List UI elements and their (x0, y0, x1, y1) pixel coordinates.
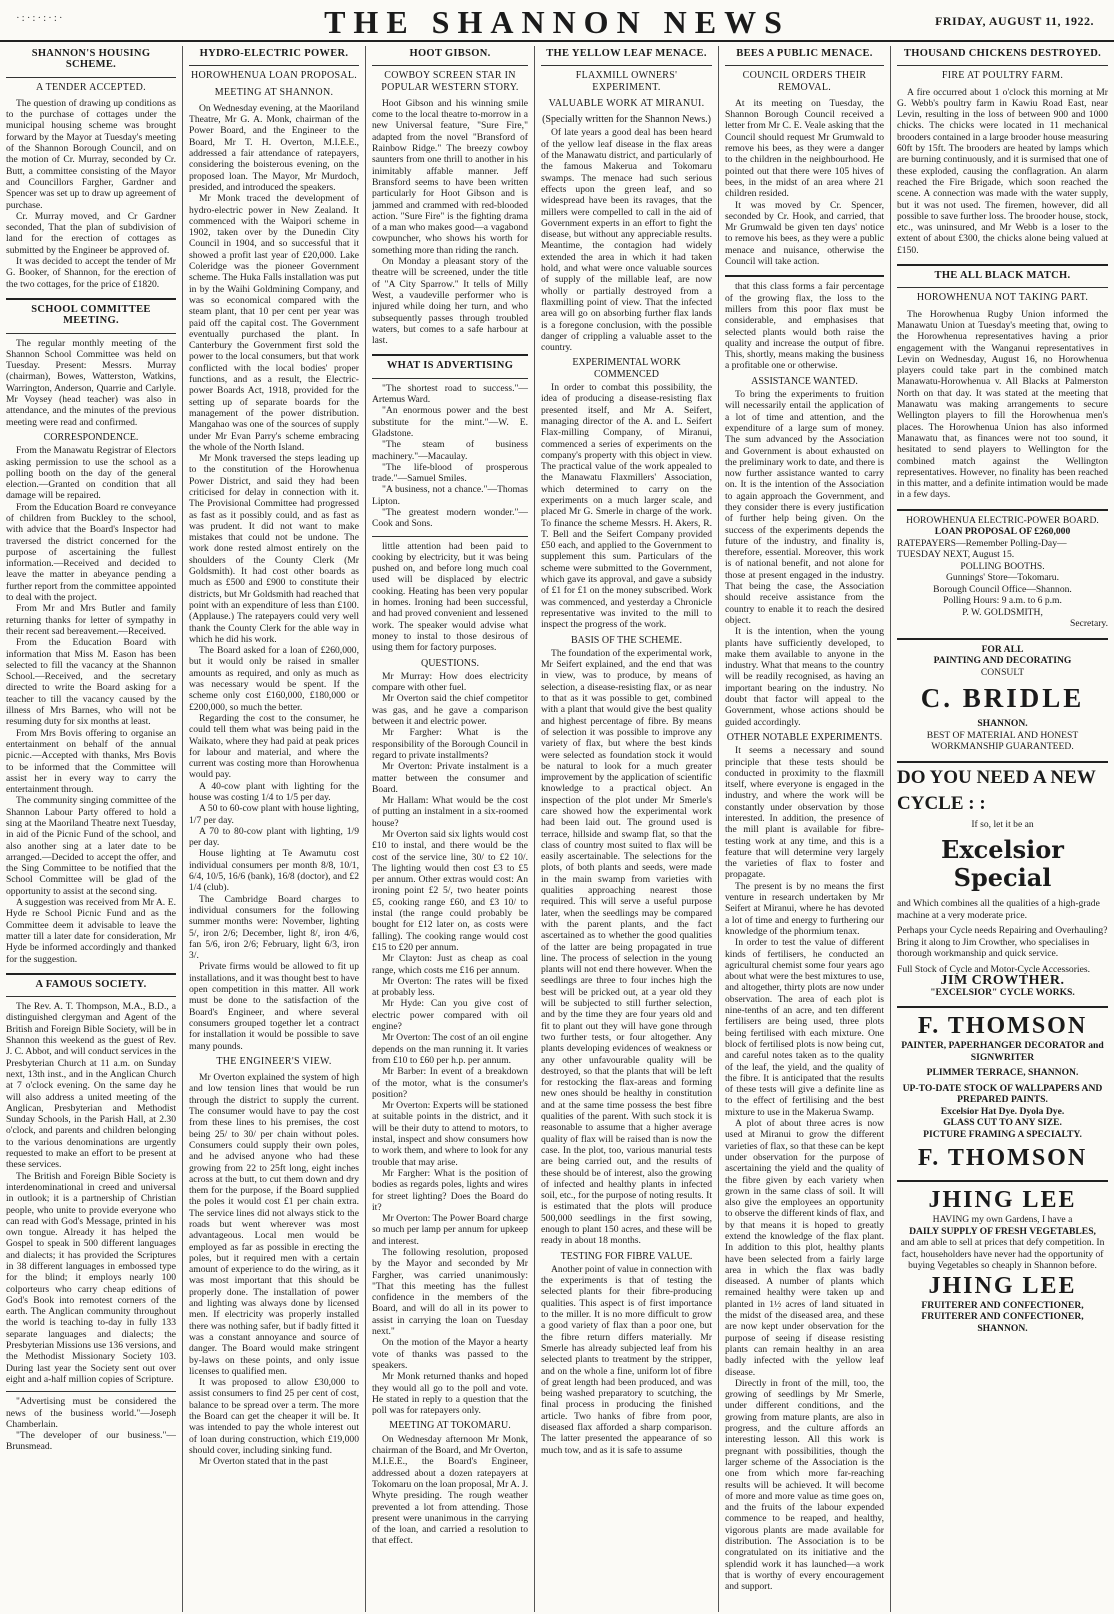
divider (897, 638, 1108, 640)
paragraph: Mr Monk returned thanks and hoped they would all go to the poll and vote. He stated in reply to a question that the poll was for ratepayers only. (372, 1371, 528, 1417)
subhead: MEETING AT TOKOMARU. (389, 1420, 511, 1432)
column-rule (182, 46, 183, 1612)
ad-line: SHANNON. (977, 718, 1028, 730)
ad-line: PLIMMER TERRACE, SHANNON. (926, 1067, 1079, 1079)
quote: "The steam of business machinery."—Macaulay. (372, 439, 528, 462)
divider (897, 509, 1108, 511)
paragraph: On Wednesday afternoon Mr Monk, chairman of the Board, and Mr Overton, M.I.E.E., the Board's Engineer, addressed about a dozen ratepayers at Tokomaru on the loan proposal, Mr A. J. Whyte presiding. The rough weather prevented a lot from attending. Those present were unanimous in the carrying of the loan, and carried a resolution to that effect. (372, 1433, 528, 1547)
headline-what-is-advertising: WHAT IS ADVERTISING (386, 360, 514, 372)
ad-line: SHANNON. (977, 1322, 1028, 1334)
subhead: MEETING AT SHANNON. (214, 86, 334, 98)
paragraph: From Mrs Bovis offering to organise an entertainment on behalf of the annual picnic.—Accepted with thanks, Mrs Bovis to be informed that the Committee will assist her in every way to carry the entertainment through. (6, 727, 176, 796)
paragraph: Mr Overton explained the system of high and low tension lines that would be run through the district to supply the current. The consumer would have to pay the cost from these lines to his premises, the cost being 25/ to 30/ per chain without poles. Consumers could supply their own poles, and he advised anyone who had these growing from 22 to 25ft long, eight inches across at the butt, to cut them down and dry them for the purpose, if the Board supplied the poles it would cost £1 per chain extra. The service lines did not always stick to the roads but went wherever was most advantageous. Local men would be employed as far as possible in erecting the poles, but it required men with a certain amount of experience to do the wiring, as it was most important that this should be properly done. The installation of power and lighting was always done by licensed men. If electricity was properly installed there was nothing safer, but if badly fitted it was a constant annoyance and source of danger. The Board would make stringent by-laws on these points, and only issue licenses to qualified men. (189, 1072, 359, 1377)
ad-line: CYCLE : : (897, 792, 986, 814)
paragraph: Mr Overton: The rates will be fixed at probably less. (372, 975, 528, 999)
ad-line: Secretary. (1070, 618, 1108, 630)
subhead: BASIS OF THE SCHEME. (571, 634, 682, 646)
ad-line: and am able to sell at prices that defy competition. In fact, householders have never had the opportunity of buying Vegetables so cheaply in Shannon before. (900, 1237, 1105, 1272)
paragraph: A fire occurred about 1 o'clock this morning at Mr G. Webb's poultry farm in Kawiu Road East, near Levin, resulting in the loss of between 900 and 1000 chicks. The chicks were located in 11 mechanical brooders contained in a large brooder house measuring 60ft by 15ft. The brooders are heated by lamps which are burning continuously, and it is surmised that one of these exploded, causing the conflagration. An alarm reached the Fire Brigade, which soon reached the scene. A connection was made with the water supply, but it was not used. The firemen, however, did all possible to save further loss. The brooder house, stock, etc., was uninsured, and Mr Webb is a loser to the extent of about £300, the chicks alone being valued at £150. (897, 86, 1108, 256)
subhead: A TENDER ACCEPTED. (36, 81, 146, 93)
paragraph: A 70 to 80-cow plant with lighting, 1/9 per day. (189, 825, 359, 849)
divider (725, 275, 884, 277)
quote: "The life-blood of prosperous trade."—Samuel Smiles. (372, 461, 528, 485)
column-rule (534, 46, 535, 1612)
ad-line: Excelsior Hat Dye. Dyola Dye. (940, 1105, 1065, 1117)
paragraph: A 40-cow plant with lighting for the house was costing 1/4 to 1/5 per day. (189, 780, 359, 803)
quote: "A business, not a chance."—Thomas Lipton. (372, 484, 528, 507)
ad-line: UP-TO-DATE STOCK OF WALLPAPERS AND PREPARED PAINTS. (902, 1082, 1103, 1106)
paragraph: Cr. Murray moved, and Cr Gardner seconded, That the plan of subdivision of land for the erection of cottages as submitted by the Engineer be approved of. (6, 210, 176, 256)
paragraph: A 50 to 60-cow plant with house lighting, 1/7 per day. (189, 803, 359, 826)
paragraph: On Wednesday evening, at the Maoriland Theatre, Mr G. A. Monk, chairman of the Power Board, and the Engineer to the Board, Mr T. H. Overton, M.I.E.E., addressed a fair attendance of ratepayers, considering the boisterous evening, on the proposed loan. The Mayor, Mr Murdoch, presided, and introduced the speakers. (189, 102, 359, 193)
ad-line: PAINTING AND DECORATING (933, 655, 1072, 667)
subhead: VALUABLE WORK AT MIRANUI. (548, 97, 705, 109)
divider (372, 536, 528, 537)
ad-line: RATEPAYERS—Remember Polling-Day—TUESDAY NEXT, August 15. (897, 537, 1067, 561)
paragraph: The present is by no means the first venture in research undertaken by Mr Seifert at Miranui, where he has devoted a lot of time and energy to furthering our knowledge of the phormium tenax. (725, 880, 884, 937)
paragraph: The Board asked for a loan of £260,000, but it would only be raised in smaller amounts as required, and only as much as was necessary would be spent. If the scheme only cost £160,000, £180,000 or £200,000, so much the better. (189, 645, 359, 713)
paragraph: From Mr and Mrs Butler and family returning thanks for letter of sympathy in their recent sad bereavement.—Received. (6, 603, 176, 637)
ad-line: LOAN PROPOSAL OF £260,000 (934, 526, 1071, 538)
ad-line: PAINTER, PAPERHANGER DECORATOR and SIGNWRITER (901, 1040, 1104, 1063)
newspaper-title: THE SHANNON NEWS (324, 4, 790, 40)
paragraph: It was decided to accept the tender of Mr G. Booker, of Shannon, for the erection of the two cottages, for the price of £1820. (6, 256, 176, 290)
ad-line: POLLING BOOTHS. (960, 560, 1045, 572)
paragraph: Mr Barber: In event of a breakdown of the motor, what is the consumer's position? (372, 1066, 528, 1100)
divider (897, 65, 1108, 66)
column-2 (189, 46, 359, 1612)
paragraph: Mr Monk traced the development of hydro-electric power in New Zealand. It commenced with the Waipori scheme in 1902, taken over by the Dunedin City Council in 1904, and so successful that it showed a profit last year of £20,000. Lake Coleridge was the pioneer Government scheme. The Huka Falls installation was put in by the Waihi Goldmining Company, and was so economical compared with the steam plant, that 10 per cent per year was paid off the capital cost. The Government eventually purchased the plant. In Canterbury the Government first sold the power to the local consumers, but that work conflicted with the local bodies' proper functions, and as a result, the Electric-power Boards Act, 1918, provided for the setting up of separate boards for the management of the power distribution. Mangahao was one of the sources of supply under Mr Evan Parry's scheme embracing the whole of the North Island. (189, 193, 359, 453)
divider (372, 354, 528, 356)
paragraph: It was proposed to allow £30,000 to assist consumers to find 25 per cent of cost, balance to be spread over a term. The more the Board can get the cheaper it will be. It was intended to pay the whole interest out of loan during construction, which £19,000 should cover, including sinking fund. (189, 1377, 359, 1456)
divider (6, 298, 176, 300)
ad-line: Perhaps your Cycle needs Repairing and Overhauling? Bring it along to Jim Crowther, who specialises in thorough workmanship and quick service. (897, 925, 1108, 960)
ad-line: Borough Council Office—Shannon. (933, 583, 1072, 595)
paragraph: Mr Overton: The Power Board charge so much per lamp per annum for upkeep and interest. (372, 1213, 528, 1247)
paragraph: It was moved by Cr. Spencer, seconded by Cr. Hook, and carried, that Mr Grumwald be given ten days' notice to remove his bees, as they were a public menace and nuisance, otherwise the Council will take action. (725, 199, 884, 268)
paragraph: In order to combat this possibility, the idea of producing a disease-resisting flax presented itself, and Mr A. Seifert, managing director of the A. and L. Seifert Flax-milling Company, of Miranui, commenced a series of experiments on the company's property with this object in view. The practical value of the work appealed to the Manawatu Flaxmillers' Association, which determined to carry on the experiments on a much larger scale, and placed Mr G. Smerle in charge of the work. To finance the scheme Messrs. H. Akers, R. T. Bell and the Seifert Company provided £50 each, and applied to the Government to supplement this sum. Particulars of the scheme were submitted to the Government, which gave its approval, and gave a subsidy of £1 for £1 on the money subscribed. Work was commenced, and yesterday a Chronicle representative was invited to the mill to inspect the progress of the work. (541, 382, 712, 631)
headline-housing-scheme: SHANNON'S HOUSING SCHEME. (31, 48, 151, 71)
paragraph: Mr Fargher: What is the position of bodies as regards poles, lights and wires for street lighting? Does the Board do it? (372, 1167, 528, 1213)
divider (189, 65, 359, 66)
paragraph: On Monday a pleasant story of the theatre will be screened, under the title of "A City Sparrow." It tells of Milly West, a vaudeville performer who is injured while doing her turn, and who subsequently passes through troubled waters, but comes to a safe harbour at last. (372, 256, 528, 347)
advert-jhing-lee (897, 1186, 1108, 1334)
ad-line: F. THOMSON (917, 1145, 1088, 1172)
paragraph: At its meeting on Tuesday, the Shannon Borough Council received a letter from Mr C. E. Veale asking that the Council should request Mr Grumwald to remove his bees, as they were a danger to the children in the neighbourhood. He pointed out that there were 105 hives of bees, in the midst of an area where 21 children resided. (725, 97, 884, 200)
paragraph: "The developer of our business."—Brunsmead. (6, 1430, 176, 1453)
quote: "The greatest modern wonder."—Cook and Sons. (372, 506, 528, 530)
subhead: COWBOY SCREEN STAR IN POPULAR WESTERN STORY. (381, 70, 519, 93)
paragraph: Mr Overton: The cost of an oil engine depends on the man running it. It varies from £10 to £60 per h.p. per annum. (372, 1032, 528, 1066)
ad-line: JIM CROWTHER. (940, 973, 1065, 989)
divider (6, 333, 176, 334)
masthead-ornament: ·:·:·:·:· (16, 12, 65, 24)
divider (897, 287, 1108, 288)
byline: (Specially written for the Shannon News.) (542, 114, 711, 126)
paragraph: The British and Foreign Bible Society is interdenominational in creed and universal in outlook; it is a partnership of Christian people, who unite to provide everyone who can read with God's Message, printed in his own tongue. Already it has helped the Gospel to speak in 500 different languages and dialects; it has provided the Scriptures in 38 different languages in embossed type for the blind; it employs nearly 100 colporteurs who carry cheap editions of God's Book into remotest corners of the earth. The Anglican community throughout the world is teaching to-day in fully 133 separate languages and dialects; the Presbyterian Missions use 136 versions, and the Methodist Missionary Society 103. During last year the Society sent out over eight and a-half million copies of Scripture. (6, 1170, 176, 1385)
paragraph: The Horowhenua Rugby Union informed the Manawatu Union at Tuesday's meeting that, owing to the Horowhenua representatives having a prior engagement with the Wanganui representatives in Levin on Wednesday, August 16, no Horowhenua players could take part in the combined match Manawatu-Horowhenua v. All Blacks at Palmerston North on that day. It was stated at the meeting that Manawatu was making arrangements to secure Wellington players to fill the Horowhenua men's places. The Horowhenua Union has also informed Manawatu that, as finances were not too sound, it hesitated to send players to Wellington for the combined match against the Wellington representatives. However, no finality has been reached in this matter, and a definite intimation would be made in a few days. (897, 308, 1108, 501)
headline-chickens-destroyed: THOUSAND CHICKENS DESTROYED. (903, 48, 1102, 59)
ad-line: HOROWHENUA ELECTRIC-POWER BOARD. (906, 514, 1099, 526)
paragraph: The Cambridge Board charges to individual consumers for the following summer months were: November, lighting 5/, iron 2/6; December, light 8/, iron 4/6, fan 5/6, iron 2/6; February, light 6/3, iron 3/. (189, 893, 359, 962)
issue-date: FRIDAY, AUGUST 11, 1922. (935, 14, 1094, 28)
subhead: HOROWHENUA NOT TAKING PART. (916, 292, 1089, 304)
ad-line: JHING LEE (928, 1272, 1077, 1299)
paragraph: Mr Fargher: What is the responsibility of the Borough Council in regard to private installments? (372, 727, 528, 761)
divider (897, 264, 1108, 266)
ad-line: DO YOU NEED A NEW (897, 766, 1096, 788)
column-rule (890, 46, 891, 1612)
ad-line: Polling Hours: 9 a.m. to 6 p.m. (943, 595, 1062, 607)
headline-famous-society: A FAMOUS SOCIETY. (35, 978, 147, 990)
ad-line: FRUITERER AND CONFECTIONER, FRUITERER AND CONFECTIONER, (921, 1299, 1084, 1323)
paragraph: In order to test the value of different kinds of fertilisers, he conducted an agricultural chemist some four years ago about what were the best mixtures to use, and altogether, thirty plots are now under observation. The area of each plot is nine-tenths of an acre, and ten different fertilisers are being used, three plots being fertilised with each mixture. One block of fertilised plots is now being cut, and careful notes taken as to the quality of the leaf, the yield, and the quality of the fibre. It is anticipated that the results of these tests will give a definite line as to the effect of fertilising and the best mixture to use in the Makerua Swamp. (725, 937, 884, 1118)
headline-yellow-leaf: THE YELLOW LEAF MENACE. (546, 48, 707, 59)
paragraph: Mr Overton said the chief competitor was gas, and he gave a comparison between it and electric power. (372, 693, 528, 728)
masthead (0, 0, 1114, 42)
paragraph: Mr Monk traversed the steps leading up to the constitution of the Horowhenua Power District, and said they had been criticised for delay in connection with it. The Provisional Committee had progressed as fast as it possibly could, and as fast as was prudent. It did not want to make mistakes that could not be undone. The work done rested almost entirely on the shoulders of the County Clerk (Mr Goldsmith). It had cost other boards as much as £500 and £900 to constitute their districts, but Mr Goldsmith had reached that point with an expenditure of less than £100. (Applause.) The ratepayers could very well thank the County Clerk for the able way in which he did his work. (189, 453, 359, 645)
quote: "An enormous power and the best substitute for the mint."—W. E. Gladstone. (372, 405, 528, 439)
paragraph: It seems a necessary and sound principle that these tests should be conducted in proximity to the flaxmill itself, where everyone is engaged in the industry, and where the work will be constantly under observation by those interested. In addition, the presence of the mill plant is available for fibre-testing work at any time, and this is a feature that will determine very largely the varieties of flax to foster and propagate. (725, 745, 884, 881)
paragraph: Mr Overton: Experts will be stationed at suitable points in the district, and it will be their duty to attend to motors, to instal, inspect and show consumers how to work them, and where to look for any trouble that may arise. (372, 1100, 528, 1168)
ad-line: FOR ALL (981, 643, 1024, 655)
subhead: THE ENGINEER'S VIEW. (216, 1055, 332, 1067)
paragraph: The question of drawing up conditions as to the purchase of cottages under the municipal housing scheme was brought forward by the Mayor at Tuesday's meeting of the Shannon Borough Council, and on the motion of Cr. Murray, seconded by Cr. Butt, a committee consisting of the Mayor and Councillors Fargher, Gardner and Spencer was set up to draw up agreement of purchase. (6, 97, 176, 211)
paragraph: From the Education Board re conveyance of children from Buckley to the school, with advice that the Board's Inspector had traversed the district concerned for the purpose of ascertaining the fullest information.—Received and decided to leave the matter in abeyance pending a further report from the committee appointed to deal with the project. (6, 501, 176, 604)
column-4 (541, 46, 712, 1612)
paragraph: Mr Hallam: What would be the cost of putting an instalment in a six-roomed house? (372, 795, 528, 829)
subhead: OTHER NOTABLE EXPERIMENTS. (726, 731, 883, 743)
column-6 (897, 46, 1108, 1612)
paragraph: "Advertising must be considered the news of the business world."—Joseph Chamberlain. (6, 1396, 176, 1430)
paragraph: Mr Hyde: Can you give cost of electric power compared with oil engine? (372, 998, 528, 1033)
column-1 (6, 46, 176, 1612)
ad-line: F. THOMSON (917, 1013, 1088, 1040)
column-3 (372, 46, 528, 1612)
paragraph: Directly in front of the mill, too, the growing of seedlings by Mr Smerle, under different conditions, and the growing from mature plants, are also in progress, and the culture affords an interesting lesson. All this work is pregnant with possibilities, though the larger scheme of the Association is the one from which more far-reaching results will be achieved. It will become of more and more value as time goes on, and the fruits of the labour expended commence to be reaped, and healthy, vigorous plants are made available for distribution. The Association is to be congratulated on its initiative and the splendid work it has launched—a work that is worthy of every encouragement and support. (725, 1377, 884, 1593)
subhead: FLAXMILL OWNERS' EXPERIMENT. (575, 70, 678, 93)
divider (725, 65, 884, 66)
subhead: COUNCIL ORDERS THEIR REMOVAL. (742, 70, 867, 93)
ad-line: Full Stock of Cycle and Motor-Cycle Accessories. (897, 963, 1090, 975)
ad-line: P. W. GOLDSMITH, (962, 606, 1043, 618)
ad-line: CONSULT (980, 666, 1025, 678)
paragraph: Another point of value in connection with the experiments is that of testing the selected plants for their fibre-producing qualities. This aspect is of first importance to the miller. It is no more difficult to grow a good variety of flax than a poor one, but the fibre return differs materially. Mr Smerle has already subjected leaf from his selected plants to treatment by the stripper, and on the whole a fine, uniform lot of fibre of great length had been produced, and was being washed preparatory to scutching, the final process in producing the finished article. Two hanks of fibre from poor, diseased flax afforded a sharp comparison. The latter presented the appearance of so much tow, and as it is safe to assume (541, 1263, 712, 1456)
divider (372, 65, 528, 66)
subhead: FIRE AT POULTRY FARM. (941, 70, 1064, 82)
paragraph: Mr Overton said six lights would cost £10 to instal, and there would be the cost of the service line, 30/ to £2 10/. The lighting would then cost £3 to £5 per annum. Other extras would cost: An ironing point £2 5/, two heater points £5, cooking range £60, and £3 10/ to instal (the range could probably be bought for £12 later on, as costs were falling). The cooking range would cost £15 to £20 per annum. (372, 829, 528, 953)
ad-line: Gunnings' Store—Tokomaru. (946, 572, 1059, 584)
divider (897, 761, 1108, 763)
paragraph: A suggestion was received from Mr A. E. Hyde re School Picnic Fund and as the Committee deem it advisable to leave the matter till a later date for consideration, Mr Hyde be informed accordingly and thanked for the suggestion. (6, 897, 176, 965)
paragraph: Regarding the cost to the consumer, he could tell them what was being paid in the Waikato, where they had paid at peak prices for labour and material, and where the current was costing more than Horowhenua would pay. (189, 712, 359, 781)
paragraph: The following resolution, proposed by the Mayor and seconded by Mr Fargher, was carried unanimously: "That this meeting has the fullest confidence in the members of the Board, and will do all in its power to assist in carrying the loan on Tuesday next." (372, 1246, 528, 1338)
divider (541, 65, 712, 66)
ad-line: and Which combines all the qualities of a high-grade machine at a very moderate price. (897, 898, 1100, 921)
paragraph: From the Education Board with information that Miss M. Eason has been selected to fill the vacancy at the Shannon School.—Received, and the secretary directed to write the Board asking for a teacher to till the vacancy caused by the illness of Mrs Barnes, who will not be resuming duty for six months at least. (6, 637, 176, 728)
paragraph: The Rev. A. T. Thompson, M.A., B.D., a distinguished clergyman and Agent of the British and Foreign Bible Society, will be in Shannon this weekend as the guest of Rev. J. C. Abbot, and will conduct services in the Presbyterian Church at 11 a.m. on Sunday next, 13th inst., and in the Anglican Church at 7 o'clock evening. On the same day he will also address a united meeting of the Anglican, Presbyterian and Methodist Sunday Schools, in the Parish Hall, at 2.30 o'clock, and parents and children belonging to the various denominations are urgently requested to make an effort to be present at these services. (6, 1001, 176, 1171)
paragraph: Mr Clayton: Just as cheap as coal range, which costs me £16 per annum. (372, 953, 528, 976)
divider (897, 1180, 1108, 1182)
paragraph: little attention had been paid to cooking by electricity, but it was being pushed on, and before long much coal used will be displaced by electric cooking. Heating has been very popular in homes. Ironing had been successful, and had proved convenient and lessened work. The speaker would advise what money to instal to those desirous of using them for factory purposes. (372, 540, 528, 654)
ad-line: DAILY SUPPLY OF FRESH VEGETABLES, (909, 1225, 1096, 1237)
paragraph: Mr Overton: Private instalment is a matter between the consumer and Board. (372, 761, 528, 795)
ad-line: HAVING my own Gardens, I have a (932, 1214, 1073, 1226)
ad-line: GLASS CUT TO ANY SIZE. (943, 1117, 1062, 1129)
advert-bridle (897, 644, 1108, 753)
paragraph: It is the intention, when the young plants have sufficiently developed, to make them available to anyone in the industry. What that means to the country will be readily recognised, as having an important bearing on the industry. No doubt that factor will appeal to the Government, whose actions should be guided accordingly. (725, 626, 884, 728)
headline-hoot-gibson: HOOT GIBSON. (409, 48, 491, 59)
divider (6, 77, 176, 78)
subhead: ASSISTANCE WANTED. (751, 375, 858, 387)
divider (6, 973, 176, 975)
column-rule (718, 46, 719, 1612)
paragraph: The community singing committee of the Shannon Labour Party offered to hold a sing at the Maoriland Theatre next Tuesday, in aid of the Picnic Fund of the school, and also another sing at a later date to be arranged.—Decided to accept the offer, and the Sing Committee to be notified that the School Committee will be glad of the opportunity to assist at the second sing. (6, 795, 176, 897)
subhead: CORRESPONDENCE. (43, 431, 139, 443)
paragraph: The foundation of the experimental work, Mr Seifert explained, and the end that was in view, was to produce, by means of selection, a disease-resisting flax, or as near to that as it was possible to get, combined with a plant that would give the best quality and highest percentage of fibre. By means of selection it was possible to improve any variety of flax, but where the best kinds were selected as foundation stock it would be natural to look for a much greater improvement by the application of scientific knowledge to a practical object. An inspection of the plot under Mr Smerle's care showed how the experimental work had been laid out. The ground used is terrace, hillside and swamp flat, so that the class of country most suited to flax will be easily ascertainable. The selections for the plots, of both plants and seeds, were made in the main swamp from varieties with qualities approaching nearest those required. This will serve a useful purpose later, when the seedlings may be compared with the parent plants, and the fact ascertained as to whether the good qualities of the latter are being propagated in true line. The process of selection in the young plants will not end there however. When the seedlings are three to four inches high the best will be pricked out, at a year old they will be subjected to still further selection, and by the time they are four years old and fit to plant out they will have gone through two further tests, or four altogether. Any plants developing evidences of weakness or any other unfavourable quality will be destroyed, so that the plants that will be left for restocking the flax-areas and forming new ones should be healthy in constitution and at the same time possess the best fibre qualities of the parent. With such stock it is reasonable to assume that a higher average quality of flax will be raised than is now the case. In the plot, too, various manurial tests are being carried out, and the results of these should be of interest, also the growing of infected and healthy plants in infected soil, etc., for the purpose of noting results. It is estimated that the plots will produce 500,000 seedlings in the first sowing, enough to plant 150 acres, and these will be ready in about 18 months. (541, 647, 712, 1247)
column-rule (365, 46, 366, 1612)
ad-line: JHING LEE (928, 1187, 1077, 1214)
ad-line: PICTURE FRAMING A SPECIALTY. (923, 1128, 1082, 1140)
advert-crowther (897, 767, 1108, 999)
quote: "The shortest road to success."—Artemus Ward. (372, 382, 528, 406)
subhead: QUESTIONS. (420, 657, 480, 669)
paragraph: Private firms would be allowed to fit up installations, and it was thought best to have open competition in this matter. All work must be done to the satisfaction of the Board's Engineer, and where several consumers grouped together let a contract for installation it would be possible to save many pounds. (189, 961, 359, 1052)
subhead: EXPERIMENTAL WORK COMMENCED (572, 357, 681, 380)
paragraph: Mr Overton stated that in the past (199, 1456, 328, 1468)
subhead: HOROWHENUA LOAN PROPOSAL. (190, 70, 358, 82)
divider (372, 378, 528, 379)
paragraph: Mr Murray: How does electricity compare with other fuel. (372, 670, 528, 694)
paragraph: Of late years a good deal has been heard of the yellow leaf disease in the flax areas of the Manawatu district, and particularly of the famous Makerua and Tokomaru swamps. The menace had such serious effects upon the green leaf, and so widespread have been its ravages, that the millers were compelled to call in the aid of Government experts in an effort to fight the disease, but without any appreciable results. Meantime, the contagion had widely extended the area in which it had taken hold, and what were once valuable sources of supply of the millable leaf, are now wholly or partially destroyed from a flaxmilling point of view. That the infected area will go on absorbing further flax lands is a foregone conclusion, with the possible danger of crippling a valuable asset to the country. (541, 127, 712, 354)
advert-power-board (897, 515, 1108, 630)
headline-school-committee: SCHOOL COMMITTEE MEETING. (31, 303, 151, 327)
headline-hydro-electric: HYDRO-ELECTRIC POWER. (199, 48, 349, 59)
headline-bees-menace: BEES A PUBLIC MENACE. (736, 48, 873, 59)
divider (6, 996, 176, 997)
paragraph: House lighting at Te Awamutu cost individual consumers per month 8/8, 10/1, 6/4, 10/5, 16/6 (bank), 16/8 (doctor), and £2 1/4 (club). (189, 848, 359, 894)
paragraph: A plot of about three acres is now used at Miranui to grow the different varieties of flax, so that these can be kept under observation for the purpose of ascertaining the yield and the quality of the fibre given by each variety when grown in the same class of soil. It will also give the employees an opportunity to observe the different kinds of flax, and by that means it is hoped to greatly extend the knowledge of the flax plant. In addition to this plot, healthy plants have been selected from a fairly large area in which the flax was badly diseased. A number of plants which remained healthy were taken up and planted in 1½ acres of land situated in the midst of the diseased area, and these are now kept under observation for the purpose of seeing if disease resisting plants can remain healthy in an area badly infected with the yellow leaf disease. (725, 1118, 884, 1378)
paragraph: From the Manawatu Registrar of Electors asking permission to use the school as a polling booth on the day of the general election.—Granted on condition that all damage will be repaired. (6, 445, 176, 502)
paragraph: To bring the experiments to fruition will necessarily entail the application of a lot of time and attention, and the expenditure of a large sum of money. The sum advanced by the Association and Government is about exhausted on the preliminary work to date, and there is now further assistance wanted to carry on. It is the intention of the Association to again approach the Government, and they consider there is every justification of further help being given. On the success of the experiments depends the future of the industry, and finality is, therefore, essential. Moreover, this work is of national benefit, and not alone for those at present engaged in the industry. That being the case, the Association should receive assistance from the country to enable it to reach the desired object. (725, 389, 884, 626)
paragraph: Hoot Gibson and his winning smile come to the local theatre to-morrow in a new Universal feature, "Sure Fire," adapted from the novel "Bransford of Rainbow Ridge." The breezy cowboy saunters from one thrill to another in his inimitably affable manner. Jeff Bransford seems to have been written particularly for Hoot Gibson and is jammed and crammed with red-blooded action. "Sure Fire" is the fighting drama of a man who makes good—a vagabond cowpuncher, who shows his worth for something more than riding the ranch. (372, 97, 528, 256)
ad-line: BEST OF MATERIAL AND HONEST WORKMANSHIP GUARANTEED. (926, 729, 1079, 753)
paragraph: On the motion of the Mayor a hearty vote of thanks was passed to the speakers. (372, 1337, 528, 1371)
divider (897, 1006, 1108, 1008)
ad-line: If so, let it be an (971, 818, 1034, 830)
column-5 (725, 46, 884, 1612)
ad-line: Excelsior Special (941, 835, 1064, 893)
paragraph: that this class forms a fair percentage of the growing flax, the loss to the millers from this poor flax must be considerable, and emphasises that selected plants would both raise the quality and increase the output of fibre. This, shortly, means making the business a profitable one or otherwise. (725, 281, 884, 372)
headline-all-black-match: THE ALL BLACK MATCH. (934, 270, 1071, 282)
ad-line: "EXCELSIOR" CYCLE WORKS. (930, 986, 1075, 998)
advert-thomson (897, 1012, 1108, 1172)
divider (6, 1391, 176, 1392)
ad-line: C. BRIDLE (920, 683, 1085, 714)
paragraph: The regular monthly meeting of the Shannon School Committee was held on Tuesday. Present: Messrs. Murray (chairman), Bowes, Watterston, Watkins, Warrington, Anderson, Quarrie and Carlyle. Mr Voysey (head teacher) was also in attendance, and the minutes of the previous meeting were read and confirmed. (6, 337, 176, 428)
subhead: TESTING FOR FIBRE VALUE. (560, 1250, 693, 1262)
